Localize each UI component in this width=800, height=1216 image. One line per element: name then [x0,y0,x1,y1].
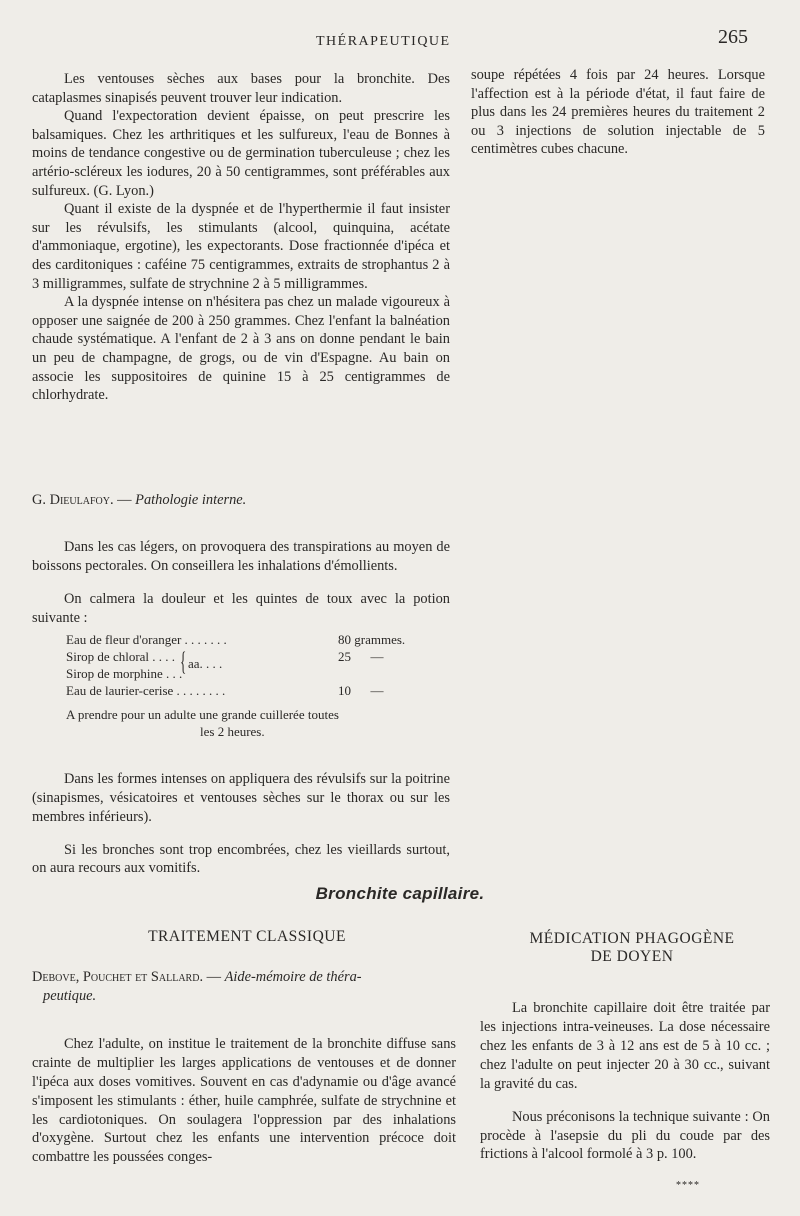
paragraph: A la dyspnée intense on n'hésitera pas chez un malade vigoureux à opposer une saignée de 200 à 250 grammes. Chez l'enfant la balnéation chaude systématique. A l'enfant de 2 à 3 ans on donne pendant le bain un peu de champagne, de grogs, ou de vin d'Espagne. Au bain on associe les suppositoires de quinine 15 à 25 centigrammes de chlorhydrate. [32,294,450,404]
left-column-top [32,70,450,405]
running-header: THÉRAPEUTIQUE [316,34,451,49]
work-title-continued: peutique. [43,987,97,1004]
ana-abbreviation: aa. . . . [188,656,223,671]
reference-line [32,968,456,987]
ingredient: Sirop de chloral . . . . [66,649,176,664]
paragraph: Dans les formes intenses on appliquera des révulsifs sur la poitrine (sinapismes, vésicatoires et ventouses sèches sur le thorax ou sur les membres inférieurs). [32,771,450,825]
subheading-classic: TRAITEMENT CLASSIQUE [148,928,346,945]
brace-symbol: { [180,647,187,676]
reference-debove [32,968,456,1005]
dash: — [113,492,136,508]
ingredient: Eau de fleur d'oranger . . . . . . . [66,632,227,647]
classic-treatment-text [32,1021,456,1181]
author-name: G. Dieulafoy. [32,492,114,508]
paragraph: Quand l'expectoration devient épaisse, on peut prescrire les balsamiques. Chez les arthritiques et les sulfureux, l'eau de Bonnes à moins de tendance congestive ou de germination tuberculeuse ; chez les artério-scléreux les iodures, 20 à 50 centigrammes, sont préférables aux sulfureux. (G. Lyon.) [32,108,450,199]
paragraph: Chez l'adulte, on institue le traitement de la bronchite diffuse sans crainte de multiplier les larges applications de ventouses et de donner l'ipéca aux doses vomitives. Souvent en cas d'adynamie ou d'âge avancé s'imposent les stimulants : éther, huile camphrée, sulfate de strychnine et les cardiotoniques. On soulagera l'oppression par des inhalations d'oxygène. Surtout chez les enfants une intervention précoce doit combattre les poussées conges- [32,1036,456,1166]
doyen-text [480,985,770,1179]
reference-dieulafoy [32,492,246,509]
heading-line: DE DOYEN [590,948,674,965]
paragraph: On calmera la douleur et les quintes de toux avec la potion suivante : [32,590,450,626]
paragraph: Nous préconisons la technique suivante : On procède à l'asepsie du pli du coude par des frictions à l'alcool formolé à 3 p. 100. [480,1108,770,1163]
paragraph: soupe répétées 4 fois par 24 heures. Lorsque l'affection est à la période d'état, il faut faire de plus dans les 24 premières heures du traitement 2 ou 3 injections de solution injectable de 5 centimètres cubes chacune. [471,67,765,158]
page-number: 265 [718,26,748,48]
work-title: Pathologie interne. [135,492,247,508]
subheading-doyen [486,930,778,966]
quantity: 25 — [338,649,384,664]
footer-stars: **** [676,1180,700,1191]
ingredient: Eau de laurier-cerise . . . . . . . . [66,683,226,698]
paragraph: Si les bronches sont trop encombrées, chez les vieillards surtout, on aura recours aux vomitifs. [32,841,450,877]
paragraph: Dans les cas légers, on provoquera des transpirations au moyen de boissons pectorales. On conseillera les inhalations d'émollients. [32,539,450,574]
quantity: 10 — [338,683,384,698]
posology [66,707,446,740]
dash: — [203,969,225,985]
paragraph: Quant il existe de la dyspnée et de l'hyperthermie il faut insister sur les révulsifs, les stimulants (alcool, quinquina, acétate d'ammoniaque, ergotine), les expectorants. Dose fractionnée d'ipéca et des carditoniques : caféine 75 centigrammes, extraits de strophantus 2 à 3 milligrammes, sulfate de strychnine 2 à 5 milligrammes. [32,201,450,292]
ingredient: Sirop de morphine . . . [66,666,183,681]
dieulafoy-text-end [32,756,450,892]
right-column-top [471,66,765,159]
posology-line: A prendre pour un adulte une grande cuillerée toutes [66,707,339,722]
posology-line: les 2 heures. [200,723,265,739]
paragraph: Les ventouses sèches aux bases pour la bronchite. Des cataplasmes sinapisés peuvent trouver leur indication. [32,71,450,106]
work-title: Aide-mémoire de théra- [224,969,362,985]
paragraph: La bronchite capillaire doit être traitée par les injections intra-veineuses. La dose nécessaire chez les enfants de 3 à 12 ans est de 5 à 10 cc. ; chez l'adulte on peut injecter 20 à 30 cc., suivant la gravité du cas. [480,1000,770,1092]
heading-line: MÉDICATION PHAGOGÈNE [529,930,735,947]
dieulafoy-text [32,524,450,642]
author-names: Debove, Pouchet et Sallard. [32,969,204,985]
section-title: Bronchite capillaire. [315,884,485,903]
quantity: 80 grammes. [338,632,406,647]
